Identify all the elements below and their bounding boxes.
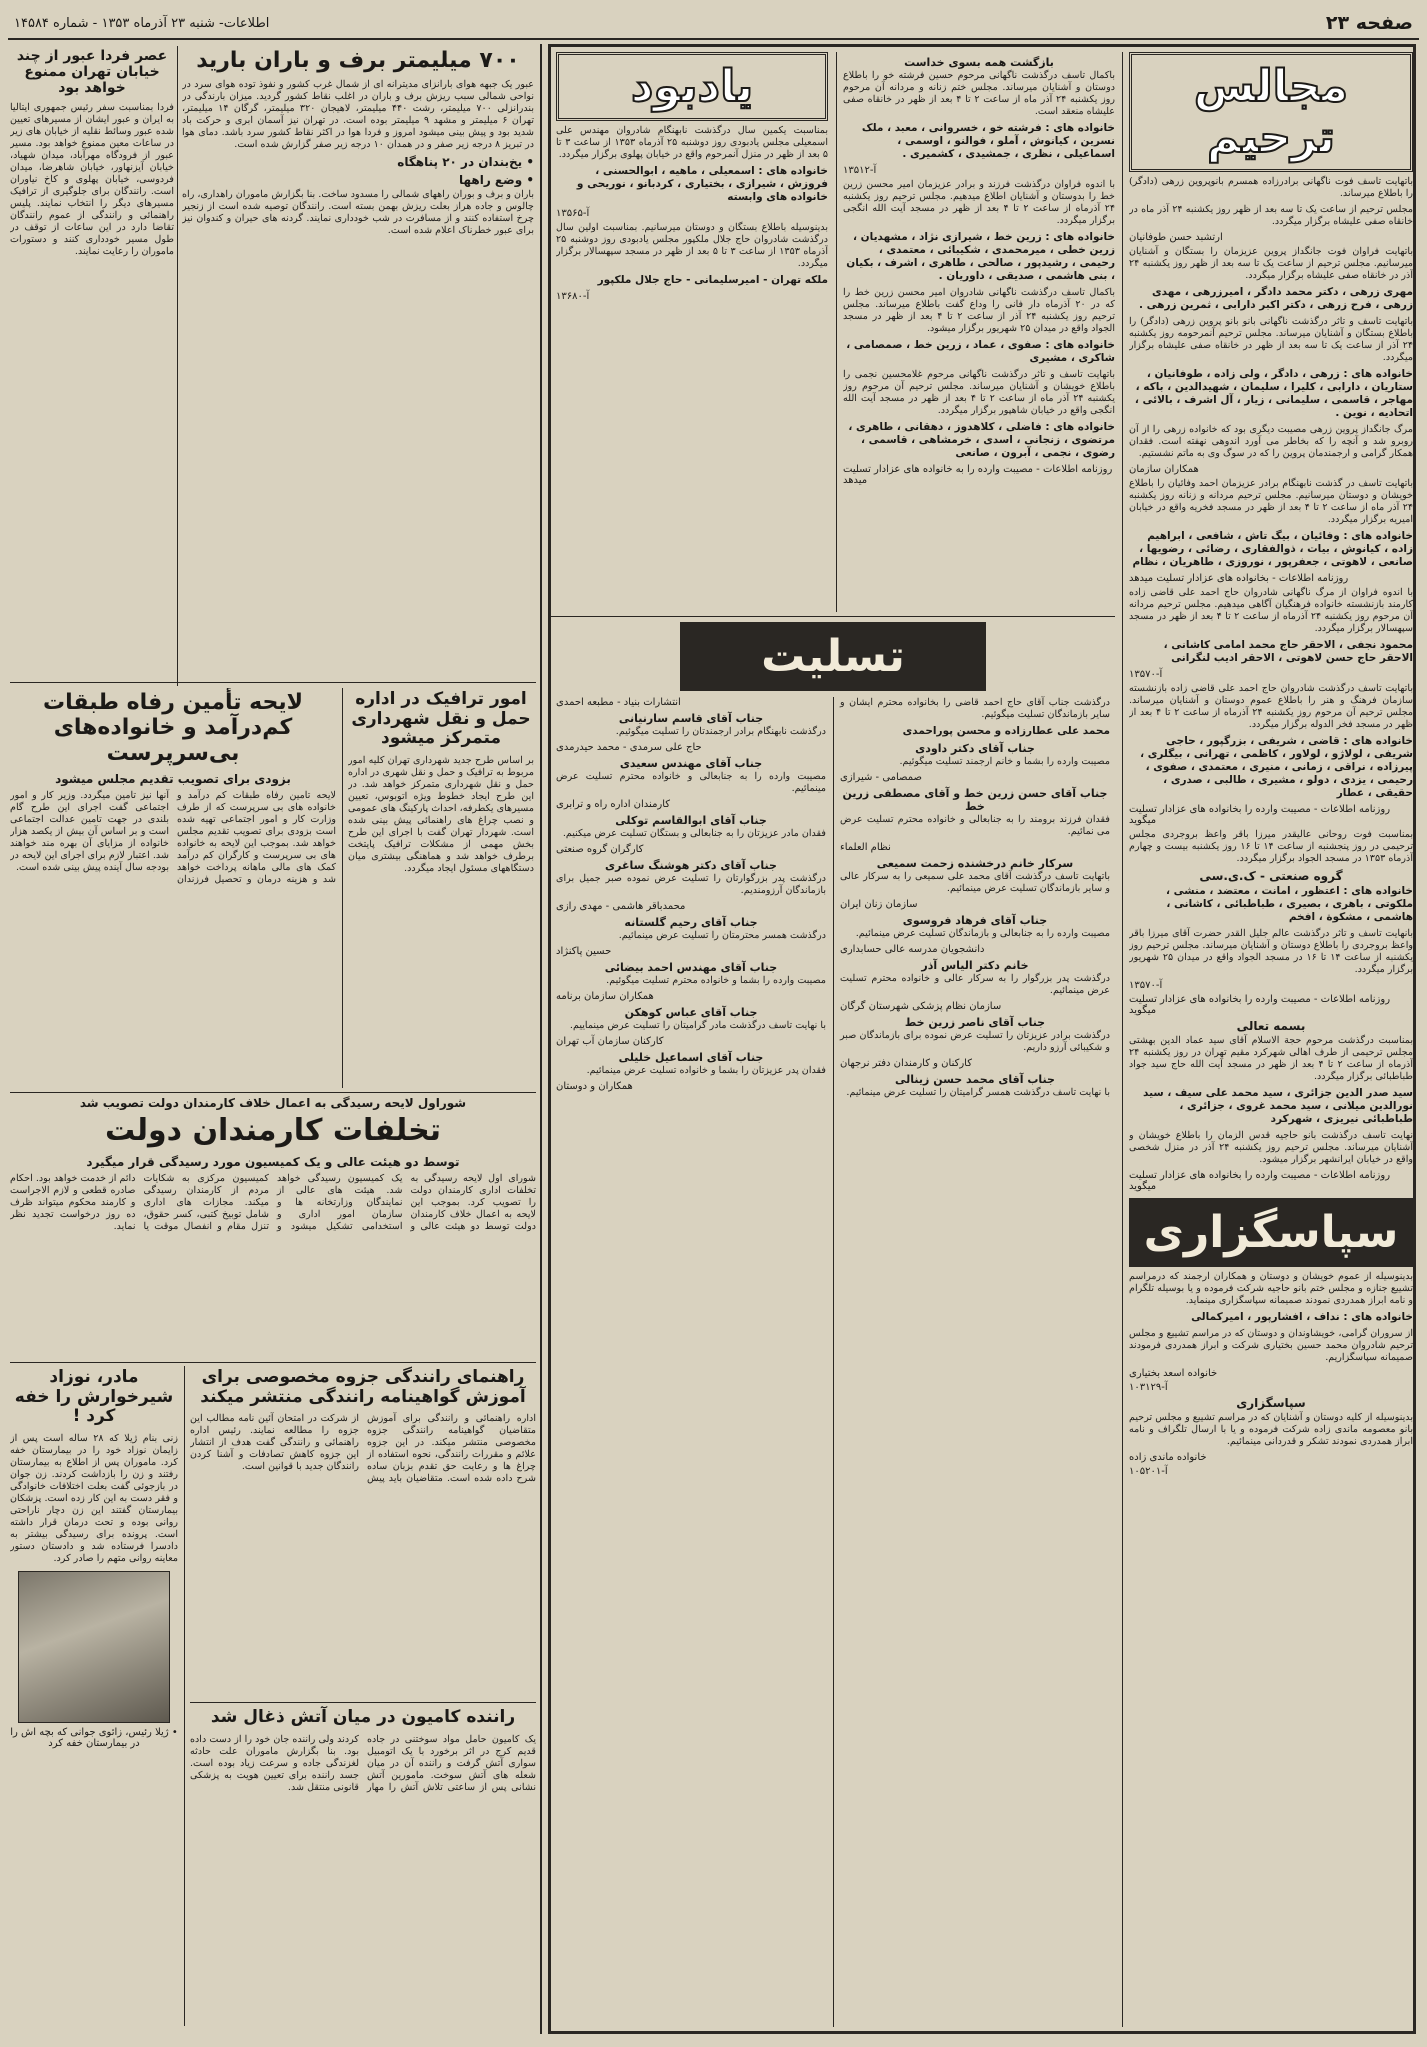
addressee: جناب آقای مهندس سعیدی [619,757,763,770]
signature: کارکنان سازمان آب تهران [556,1036,664,1047]
column-condolences [556,622,1110,2027]
addressee: جناب آقای محمد حسن زینالی [895,1073,1055,1086]
news-staff [10,1096,536,1360]
family-names: خانواده های : نداف ، افشارپور ، امیرکمالی [1191,1311,1413,1323]
notice-text: باکمال تاسف درگذشت ناگهانی مرحوم حسین فرشته خو را باطلاع دوستان و آشنایان میرساند. مجلس ختم زنانه و مردانه آن مرحوم روز یکشنبه ۲۴ آذر ماه از ساعت ۲ تا ۴ بعد از ظهر در خانقاه صفی علیشاه منعقد است. [843,70,1115,117]
signature: آ-۱۳۶۸۰ [556,291,590,302]
headline-closure: عصر فردا عبور از چند خیابان تهران ممنوع خواهد بود [16,48,168,97]
headline-booklet: راهنمای رانندگی جزوه مخصوصی برای آموزش گواهینامه رانندگی منتشر میکند [200,1367,526,1407]
family-names: خانواده های : وفائیان ، بیگ تاش ، شافعی ، ابراهیم زاده ، کیانوش ، بیات ، ذوالفقاری ، رضائی ، رضویها ، صانعی ، لاهوتی ، جعفرپور ، نوروزی ، طاهریان ، نظام [1132,530,1413,568]
signature: محمدباقر هاشمی - مهدی رازی [556,901,686,912]
subhead: • یخ‌بندان در ۲۰ پناهگاه [397,155,534,170]
banner-title: یادبود [630,61,754,112]
headline-mother: مادر، نوزاد شیرخوارش را خفه کرد ! [14,1367,174,1427]
family-names: خانواده های : اعتظور ، امانت ، معتضد ، منشی ، ملکوتی ، باهری ، بصیری ، طباطبائی ، کاشانی ، هاشمی ، مشکوة ، افخم [1165,885,1413,923]
remembrance-list [556,52,828,302]
family-names: مهری زرهی ، دکتر محمد دادگر ، امیرزرهی ، مهدی زرهی ، فرح زرهی ، دکتر اکبر دارابی ، ثمرین زرهی . [1138,286,1413,311]
headline-traffic: امور ترافیک در اداره حمل و نقل شهرداری متمرکز میشود [351,689,531,749]
addressee: جناب آقای قاسم سارنیانی [618,712,764,725]
signature: روزنامه اطلاعات - مصیبت وارده را بخانواده های عزادار تسلیت میگوید [1129,994,1391,1016]
signature: سازمان زنان ایران [840,899,918,910]
signature: آ-۱۳۵۶۵ [556,208,590,219]
family-names: محمود نجفی ، الاحقر حاج محمد امامی کاشانی ، الاحقر حاج حسن لاهوتی ، الاحقر ادیب لنگرانی [1163,639,1413,664]
signature: روزنامه اطلاعات - بخانواده های عزادار تسلیت میدهد [1129,573,1349,584]
family-names: خانواده های : صفوی ، عماد ، زرین خط ، صمصامی ، شاکری ، مشیری [846,339,1115,364]
banner-title: سپاسگزاری [1143,1207,1399,1258]
section-rule [190,1702,536,1703]
section-subtitle: بسمه تعالی [1236,1019,1306,1033]
article-body: بر اساس طرح جدید شهرداری تهران کلیه امور مربوط به ترافیک و حمل و نقل شهری در اداره حمل و نقل شهرداری متمرکز خواهد شد. در این طرح ایجاد خطوط ویژه اتوبوس، تعیین مسیرهای یکطرفه، احداث پارکینگ های عمومی و نصب چراغ های راهنمائی پیش بینی شده است. شهردار تهران گفت با اجرای این طرح بخش مهمی از مشکلات ترافیک پایتخت برطرف خواهد شد و هماهنگی بیشتری میان دستگاههای مسئول ایجاد میگردد. [348,754,534,874]
column-rule [177,46,178,686]
signature: کارکنان و کارمندان دفتر نرجهان [840,1058,972,1069]
notice-text: درگذشت همسر محترمتان را تسلیت عرض مینمائیم. [618,930,826,941]
notice-text: باکمال تاسف درگذشت ناگهانی شادروان امیر محسن زرین خط را که در ۲۰ آذرماه دار فانی را وداع گفت باطلاع میرساند. مجلس ترحیم روز یکشنبه ۲۴ آذر از ساعت ۲ تا ۴ بعد از ظهر در مسجد الجواد واقع در میدان ۲۵ شهریور برگزار میشود. [843,287,1115,334]
signature: روزنامه اطلاعات - مصیبت وارده را بخانواده های عزادار تسلیت میگوید [1129,804,1391,826]
signature: روزنامه اطلاعات - مصیبت وارده را بخانواده های عزادار تسلیت میگوید [1129,1170,1391,1192]
notice-text: باتهایت تاسف درگذشت شادروان حاج احمد علی قاضی زاده بازنشسته سازمان فرهنگ و هنر را باطلاع عموم دوستان و آشنایان میرساند. مجلس ترحیم آن مرحوم روز یکشنبه ۲۴ آذرماه از ساعت ۲ تا ۴ بعد از ظهر در مسجد فخر الدوله برگزار میگردد. [1129,683,1413,730]
banner-title: تسلیت [761,631,905,682]
family-names: خانواده های : فرشته خو ، خسروانی ، معبد ، ملک نسرین ، کیانوش ، آملو ، فوالنو ، اوسمی ، اسماعیلی ، نظری ، جمشیدی ، کشمیری . [861,122,1115,160]
notice-text: درگذشت پدر بزرگوارتان را تسلیت عرض نموده صبر جمیل برای بازماندگان آرزومندیم. [556,873,826,896]
signature: انتشارات بنیاد - مطبعه احمدی [556,697,681,708]
banner-memorial-services [1129,52,1413,172]
gratitude-list [1129,1271,1413,1477]
addressee: جناب آقای ناصر زرین خط [904,1016,1046,1029]
subhead: • وضع راهها [458,173,534,188]
headline-welfare: لایحه تأمین رفاه طبقات کم‌درآمد و خانواده‌های بی‌سرپرست [43,690,303,766]
notice-text: درگذشت برادر عزیزتان را تسلیت عرض نموده برای بازماندگان صبر و شکیبائی آرزو داریم. [840,1030,1110,1053]
addressee: جناب آقای اسماعیل خلیلی [618,1051,764,1064]
signature: آ-۱۰۵۲۰۱ [1129,1466,1168,1477]
addressee: بازگشت همه بسوی خداست [904,56,1054,69]
signature: ارتشبد حسن طوفانیان [1129,232,1223,243]
column-rule [540,44,542,2034]
notice-text: با اندوه فراوان از مرگ ناگهانی شادروان حاج احمد علی قاضی زاده کارمند بازنشسته خانواده فرهنگیان آگاهی میدهیم. مجلس ترحیم مردانه آن مرحوم روز یکشنبه ۲۴ آذرماه از ساعت ۲ تا ۴ بعد از ظهر در مسجد سپهسالار برگزار میگردد. [1129,587,1413,634]
section-rule [10,1092,536,1093]
section-rule [10,682,536,683]
column-rule [1122,52,1123,2027]
signature: آ-۱۳۵۱۲ [843,165,877,176]
notice-text: بدینوسیله از عموم خویشان و دوستان و همکاران ارجمند که درمراسم تشییع جنازه و مجلس ختم بانو حاجیه شرکت فرموده و یا بوسیله تلگرام و نامه ابراز همدردی نمودند صمیمانه سپاسگزاری مینماید. [1129,1271,1413,1306]
section-subtitle: گروه صنعتی - ک.ی.سی [1199,869,1343,883]
notice-text: از سروران گرامی، خویشاوندان و دوستان که در مراسم تشییع و مجلس ترحیم شادروان محمد حسین بختیاری شرکت و ابراز همدردی فرمودند صمیمانه سپاسگزاریم. [1129,1328,1413,1363]
addressee: جناب آقای دکتر داودی [915,742,1035,755]
banner-condolences [680,622,986,691]
article-body: زنی بنام ژیلا که ۲۸ ساله است پس از زایمان نوزاد خود را در بیمارستان خفه کرد. ماموران پس از اطلاع به بیمارستان رفتند و زن را بازداشت کردند. زن جوان در بازجوئی گفت بعلت اختلافات خانوادگی و فقر دست به این کار زده است. پزشکان بیمارستان گفتند این زن دچار ناراحتی روانی بوده و تحت درمان قرار داشته است. پرونده برای رسیدگی بیشتر به دادسرا فرستاده شد و دادستان دستور معاینه روانی متهم را صادر کرد. [10,1432,178,1564]
notice-text: بدینوسیله باطلاع بستگان و دوستان میرسانیم. بمناسبت اولین سال درگذشت شادروان حاج جلال ملکپور مجلس یادبودی روز دوشنبه ۲۵ آذرماه ۱۳۵۳ از ساعت ۳ تا ۵ بعد از ظهر در مسجد سپهسالار برگزار میگردد. [556,222,828,269]
signature: حسین پاکنژاد [556,946,612,957]
family-names: خانواده های : زرین خط ، شیرازی نژاد ، مشهدیان ، زرین خطی ، میرمحمدی ، شکیبائی ، معتمدی ، رحیمی ، رشیدپور ، صالحی ، طاهری ، اشرف ، بکیان ، بنی هاشمی ، صدیقی ، داوریان . [846,231,1115,282]
portrait-photo [18,1571,170,1723]
column-rule [342,688,343,1088]
notice-text: بدینوسیله از کلیه دوستان و آشنایان که در مراسم تشییع و مجلس ترحیم بانو معصومه ماندی زاده شرکت فرموده و یا با ارسال تلگراف و نامه ابراز همدردی نمودند تشکر و قدردانی مینمائیم. [1129,1412,1413,1447]
section-rule [551,616,1115,617]
column-rule [836,52,837,612]
notice-text: فقدان پدر عزیزتان را بشما و خانواده تسلیت عرض مینمائیم. [586,1065,826,1076]
notice-text: باتهایت تاسف فوت ناگهانی برادرزاده همسرم بانوپروین زرهی (دادگر) را باطلاع میرساند. [1129,176,1413,199]
section-rule [10,1362,536,1363]
signature: دانشجویان مدرسه عالی حسابداری [840,944,985,955]
signature: همکاران سازمان [1129,464,1199,475]
addressee: جناب آقای ابوالقاسم توکلی [615,814,767,827]
family-names: خانواده های : اسمعیلی ، ماهیه ، ابوالحسنی ، فروزش ، شیرازی ، بختیاری ، کردبانو ، نوریحی و خانواده های وابسته [576,165,828,203]
addressee: جناب آقای رحیم گلستانه [624,916,758,929]
banner-gratitude [1129,1198,1413,1267]
news-closure [10,46,174,736]
family-names: سید صدر الدین جزائری ، سید محمد علی سیف ، سید نورالدین میلانی ، سید محمد غروی ، جزائری ، طباطبائی نیریزی ، شهرکرد [1143,1087,1413,1125]
column-remembrance-block [556,52,828,622]
signature: آ-۱۳۵۷۰ [1129,980,1163,991]
family-names: ملکه تهران - امیرسلیمانی - حاج جلال ملکپور [597,274,828,286]
notice-text: باتهایت تاسف و تاثر درگذشت ناگهانی بانو بانو پروین زرهی (دادگر) را باطلاع بستگان و آشنایان میرساند. مجلس ترحیم آنمرحومه روز یکشنبه ۲۴ آذر از ساعت یک تا سه بعد از ظهر در خانقاه صفی علیشاه برگزار میگردد. [1129,316,1413,363]
memorial-list [1129,176,1413,1192]
article-body: لایحه تامین رفاه طبقات کم درآمد و خانواده های بی سرپرست که از طرف وزارت کار و امور اجتماعی تهیه شده است بزودی برای تصویب تقدیم مجلس خواهد شد. بموجب این لایحه به خانواده های بی سرپرست و کارگران کم درآمد کمک های مالی ماهانه پرداخت خواهد شد و هزینه درمان و تحصیل فرزندان آنها نیز تامین میگردد. وزیر کار و امور اجتماعی گفت اجرای این طرح گام بلندی در جهت تامین عدالت اجتماعی است و بر اساس آن بیش از یکصد هزار خانواده از مزایای آن بهره مند خواهند شد. اعتبار لازم برای اجرای این لایحه در بودجه سال آینده پیش بینی شده است. [10,789,336,885]
family-names: خانواده های : زرهی ، دادگر ، ولی زاده ، طوفانیان ، ستاریان ، دارابی ، کلیرا ، سلیمان ، شهیدالدین ، باکه ، مهاجر ، قاسمی ، سلیمانی ، زیار ، آل اشرف ، بالائی ، اتحادیه ، نوین . [1134,368,1413,419]
notice-text: مرگ جانگداز پروین زرهی مصیبت دیگری بود که خانواده زرهی را از آن روبرو شد و آنچه را که بخاطر می آورد اندوهی نهفته است. فقدان همکار گرامی و ارجمندمان پروین را که در سوگ وی به ماتم نشستیم. [1129,424,1413,459]
signature: همکاران و دوستان [556,1081,633,1092]
signature: حاج علی سرمدی - محمد حیدرمدی [556,742,702,753]
news-booklet [190,1366,536,1696]
notice-text: مصیبت وارده را به جنابعالی و بازماندگان تسلیت عرض مینمائیم. [855,928,1110,939]
notice-text: باتهایت تاسف و تاثر درگذشت ناگهانی مرحوم غلامحسین نجمی را باطلاع خویشان و آشنایان میرساند. مجلس ترحیم آن مرحوم روز یکشنبه ۲۴ آذر ماه از ساعت ۲ تا ۴ بعد از ظهر در مسجد آیت الله انگجی واقع در خیابان شاهپور برگزار میگردد. [843,369,1115,416]
news-rain [182,46,534,666]
headline-staff: تخلفات کارمندان دولت [104,1113,442,1148]
banner-title: مجالس ترحیم [1193,61,1349,163]
notice-text: باتهایت تاسف در گذشت نابهنگام برادر عزیزمان احمد وفائیان را باطلاع خویشان و دوستان میرسانیم. مجلس ترحیم مردانه و زنانه روز یکشنبه ۲۴ آذر ماه از ساعت ۲ تا ۴ بعد از ظهر در مسجد فخریه واقع در خیابان امیریه برگزار میگردد. [1129,478,1413,525]
notice-text: مجلس ترحیم از ساعت یک تا سه بعد از ظهر روز یکشنبه ۲۴ آذر ماه در خانقاه صفی علیشاه برگزار میگردد. [1129,204,1413,227]
signature: صمصامی - شیرازی [840,772,922,783]
news-traffic [348,688,534,1088]
addressee: جناب آقای دکتر هوشنگ ساغری [605,859,777,872]
notice-text: فقدان مادر عزیزتان را به جنابعالی و بستگان تسلیت عرض میکنیم. [562,828,826,839]
addressee: جناب آقای فرهاد فروسوی [902,914,1048,927]
subheadline: بزودی برای تصویب تقدیم مجلس میشود [55,771,291,786]
notice-text: درگذشت نابهنگام برادر ارجمندتان را تسلیت میگوئیم. [615,726,826,737]
column-memorials [1129,52,1413,2027]
page-number: صفحه ۲۳ [1325,12,1413,34]
article-body: عبور یک جبهه هوای بارانزای مدیترانه ای از شمال غرب کشور و نفوذ توده هوای سرد در نواحی شمالی سبب ریزش برف و باران در اغلب نقاط کشور گردید. میزان بارندگی در بندرانزلی ۷۰۰ میلیمتر، رشت ۴۴۰ میلیمتر، لاهیجان ۳۲۰ میلیمتر، گرگان ۱۴ میلیمتر، تهران ۶ میلیمتر و مشهد ۹ میلیمتر بوده است. در تهران نیز آسمان ابری و حرکت باد شدید بود و پیش بینی میشود امروز و فردا هوا در اکثر نقاط کشور سرد باشد. دمای هوا در تبریز ۸ درجه زیر صفر و در همدان ۱۰ درجه زیر صفر گزارش شده است. [182,79,534,151]
section-subtitle: سپاسگزاری [1236,1396,1306,1410]
signature: کارمندان اداره راه و ترابری [556,799,671,810]
subheadline: توسط دو هیئت عالی و یک کمیسیون مورد رسیدگی قرار میگیرد [86,1154,460,1169]
headline-truck: راننده کامیون در میان آتش ذغال شد [210,1707,516,1727]
notice-text: فقدان فرزند برومند را به جنابعالی و خانواده محترم تسلیت عرض می نمائیم. [840,814,1110,837]
article-body: باران و برف و بوران راههای شمالی را مسدود ساخت. بنا بگزارش ماموران راهداری، راه چالوس و جاده هراز بعلت ریزش بهمن بسته است. رانندگان توصیه شده است از زنجیر چرخ استفاده کنند و از مسافرت در شب خودداری نمایند. گردنه های حیران و کندوان نیز برای عبور خطرناک اعلام شده است. [182,189,534,237]
notice-text: مصیبت وارده را بشما و خانم ارجمند تسلیت میگوئیم. [899,756,1110,767]
banner-remembrance [556,52,828,121]
news-mother [10,1366,178,2026]
notice-text: درگذشت جناب آقای حاج احمد قاضی را بخانواده محترم ایشان و سایر بازماندگان تسلیت میگوئیم. [840,697,1110,720]
family-names: خانواده های : قاضی ، شریفی ، بزرگپور ، حاجی شریفی ، لولاژو ، لولاور ، کاظمی ، تهرانی ، بیگلری ، پیرزاده ، نراقی ، زمانی ، منیری ، معتمدی ، صفوی ، رحیمی ، یزدی ، دولو ، مشیری ، طالبی ، صدری ، حقیقی ، عطار [1140,735,1413,799]
family-names: خانواده های : فاضلی ، کلاهدوز ، دهقانی ، طاهری ، مرتضوی ، زنجانی ، اسدی ، خرمشاهی ، قاسمی ، رضوی ، نجمی ، آبرون ، صانعی [848,421,1115,459]
notice-text: درگذشت پدر بزرگوار را به سرکار عالی و خانواده محترم تسلیت عرض مینمائیم. [840,973,1110,996]
signature: سازمان نظام پزشکی شهرستان گرگان [840,1001,1002,1012]
signature: آ-۱۰۳۱۲۹ [1129,1382,1168,1393]
addressee: جناب آقای مهندس احمد بیضائی [604,961,778,974]
signature: همکاران سازمان برنامه [556,991,654,1002]
notice-text: با نهایت تاسف درگذشت همسر گرامیتان را تسلیت عرض مینمائیم. [846,1087,1110,1098]
addressee: جناب آقای عباس کوهکن [624,1006,758,1019]
dateline: اطلاعات- شنبه ۲۳ آذرماه ۱۳۵۳ - شماره ۱۴۵۸۴ [14,15,270,31]
notice-text: نهایت تاسف درگذشت بانو حاجیه قدس الزمان را باطلاع خویشان و آشنایان میرساند. مجلس ترحیم روز یکشنبه ۲۴ آذر در منزل شخصی واقع در خیابان ایرانشهر برگزار میشود. [1129,1130,1413,1165]
notice-text: بمناسبت یکمین سال درگذشت نابهنگام شادروان مهندس علی اسمعیلی مجلس یادبودی روز دوشنبه ۲۵ آذرماه ۱۳۵۳ از ساعت ۳ تا ۵ بعد از ظهر در منزل آنمرحوم واقع در خیابان پهلوی برگزار میگردد. [556,125,828,160]
notice-text: بانهایت تاسف و تاثر درگذشت عالم جلیل القدر حضرت آقای میرزا باقر واعظ بروجردی را باطلاع دوستان و آشنایان میرساند. مجلس ترحیم روز یکشنبه از ساعت ۱۴ تا ۱۶ در مسجد الجواد واقع در میدان ۲۵ شهریور برگزار میگردد. [1129,928,1413,975]
news-welfare [10,688,336,1088]
signature: روزنامه اطلاعات - مصیبت وارده را به خانواده های عزادار تسلیت میدهد [843,464,1113,486]
addressee: خانم دکتر الیاس آذر [921,959,1029,972]
notice-text: با اندوه فراوان درگذشت فرزند و برادر عزیزمان امیر محسن زرین خط را بدوستان و آشنایان اطلاع میدهیم. مجلس ترحیم روز یکشنبه ۲۴ آذرماه از ساعت ۲ تا ۴ بعد از ظهر در مسجد آیت الله انگجی برگزار میگردد. [843,179,1115,226]
notice-text: بمناسبت درگذشت مرحوم حجة الاسلام آقای سید عماد الدین بهشتی مجلس ترحیمی از طرف اهالی شهرکرد مقیم تهران در روز یکشنبه ۲۴ آذرماه از ساعت ۲ تا ۴ بعد از ظهر در مسجد آیت الله حاج سید جواد طباطبائی برگزار میگردد. [1129,1035,1413,1082]
kicker: شوراول لایحه رسیدگی به اعمال خلاف کارمندان دولت تصویب شد [79,1096,467,1110]
article-body: اداره راهنمائی و رانندگی برای آموزش متقاضیان گواهینامه رانندگی جزوه مخصوصی منتشر میکند. در این جزوه علائم و مقررات رانندگی، نحوه استفاده از چراغ ها و رعایت حق تقدم بزبان ساده شرح داده شده است. متقاضیان باید پیش از شرکت در امتحان آئین نامه مطالب این جزوه را مطالعه نمایند. رئیس اداره راهنمائی و رانندگی گفت هدف از انتشار این جزوه کاهش تصادفات و آشنا کردن رانندگان جدید با قوانین است. [190,1413,536,1485]
signature: خانواده ماندی زاده [1129,1452,1207,1463]
remembrance-entries [556,125,828,302]
notice-text: با نهایت تاسف درگذشت مادر گرامیتان را تسلیت عرض مینماییم. [569,1020,826,1031]
notice-text: باتهایت فراوان فوت جانگداز پروین عزیزمان را بستگان و آشنایان میرسانیم. مجلس ترحیم از ساعت یک تا سه بعد از ظهر روز یکشنبه ۲۴ آذر در خانقاه صفی علیشاه برگزار میگردد. [1129,246,1413,281]
condolence-list [556,697,1110,2027]
headline-rain: ۷۰۰ میلیمتر برف و باران بارید [196,48,520,73]
article-body: شورای اول لایحه رسیدگی به تخلفات اداری کارمندان دولت را تصویب کرد. بموجب این لایحه به اعمال خلاف کارمندان دولت توسط دو هیئت عالی و یک کمیسیون رسیدگی خواهد شد. هیئت های عالی از نمایندگان وزارتخانه ها و سازمان امور اداری و استخدامی تشکیل میشود و کمیسیون مرکزی به شکایات مردم از کارمندان رسیدگی میکند. مجازات های اداری شامل توبیخ کتبی، کسر حقوق، تنزل مقام و انفصال موقت یا دائم از خدمت خواهد بود. احکام صادره قطعی و لازم الاجراست و کارمند محکوم میتواند ظرف ده روز درخواست تجدید نظر نماید. [10,1172,536,1232]
news-truck [190,1706,536,2026]
addressee: جناب آقای حسن زرین خط و آقای مصطفی زرین خط [842,787,1108,813]
page-header [8,8,1419,40]
notice-text: باتهایت تاسف درگذشت آقای محمد علی سمیعی را به سرکار عالی و سایر بازماندگان تسلیت عرض مینمائیم. [840,871,1110,894]
column-rule [184,1366,185,2026]
notice-text: بمناسبت فوت روحانی عالیقدر میرزا باقر واعظ بروجردی مجلس ترحیمی در روز پنجشنبه از ساعت ۱۴ تا ۱۶ روز یکشنبه بیست و چهارم آذرماه ۱۳۵۳ در مسجد الجواد برگزار میگردد. [1129,829,1413,864]
signature: نظام العلماء [840,842,891,853]
signature: خانواده اسعد بختیاری [1129,1368,1218,1379]
photo-caption: • ژیلا رئیس، زائوی جوانی که بچه اش را در بیمارستان خفه کرد [10,1726,178,1749]
notice-text: مصیبت وارده را بشما و خانواده محترم تسلیت میگوئیم. [606,975,826,986]
signature: آ-۱۳۵۷۰ [1129,669,1163,680]
addressee: سرکار خانم درخشنده زحمت سمیعی [876,857,1074,870]
article-body: فردا بمناسبت سفر رئیس جمهوری ایتالیا به ایران و عبور ایشان از مسیرهای تعیین شده عبور وسائط نقلیه از خیابان های زیر در ساعات معین ممنوع خواهد بود. مسیر عبور از فرودگاه مهرآباد، میدان شهیاد، خیابان آیزنهاور، خیابان شاهرضا، میدان فردوسی، خیابان پهلوی و کاخ نیاوران است. رانندگان برای جلوگیری از ترافیک مسیرهای دیگر را انتخاب نمایند. پلیس راهنمائی و رانندگی از عموم رانندگان تقاضا دارد در این ساعات از توقف در طول مسیر خودداری کنند و دستورات ماموران را رعایت نمایند. [10,102,174,258]
signature: کارگران گروه صنعتی [556,844,644,855]
family-names: محمد علی عطارزاده و محسن پوراحمدی [902,725,1110,737]
notice-text: مصیبت وارده را به جنابعالی و خانواده محترم تسلیت عرض مینمائیم. [556,771,826,794]
article-body: یک کامیون حامل مواد سوختنی در جاده قدیم کرج در اثر برخورد با یک اتومبیل سواری آتش گرفت و راننده آن در میان شعله های آتش سوخت. مامورین آتش نشانی پس از ساعتی تلاش آتش را مهار کردند ولی راننده جان خود را از دست داده بود. بنا بگزارش ماموران علت حادثه لغزندگی جاده و سرعت زیاد بوده است. جسد راننده برای تعیین هویت به پزشکی قانونی منتقل شد. [190,1733,536,1793]
